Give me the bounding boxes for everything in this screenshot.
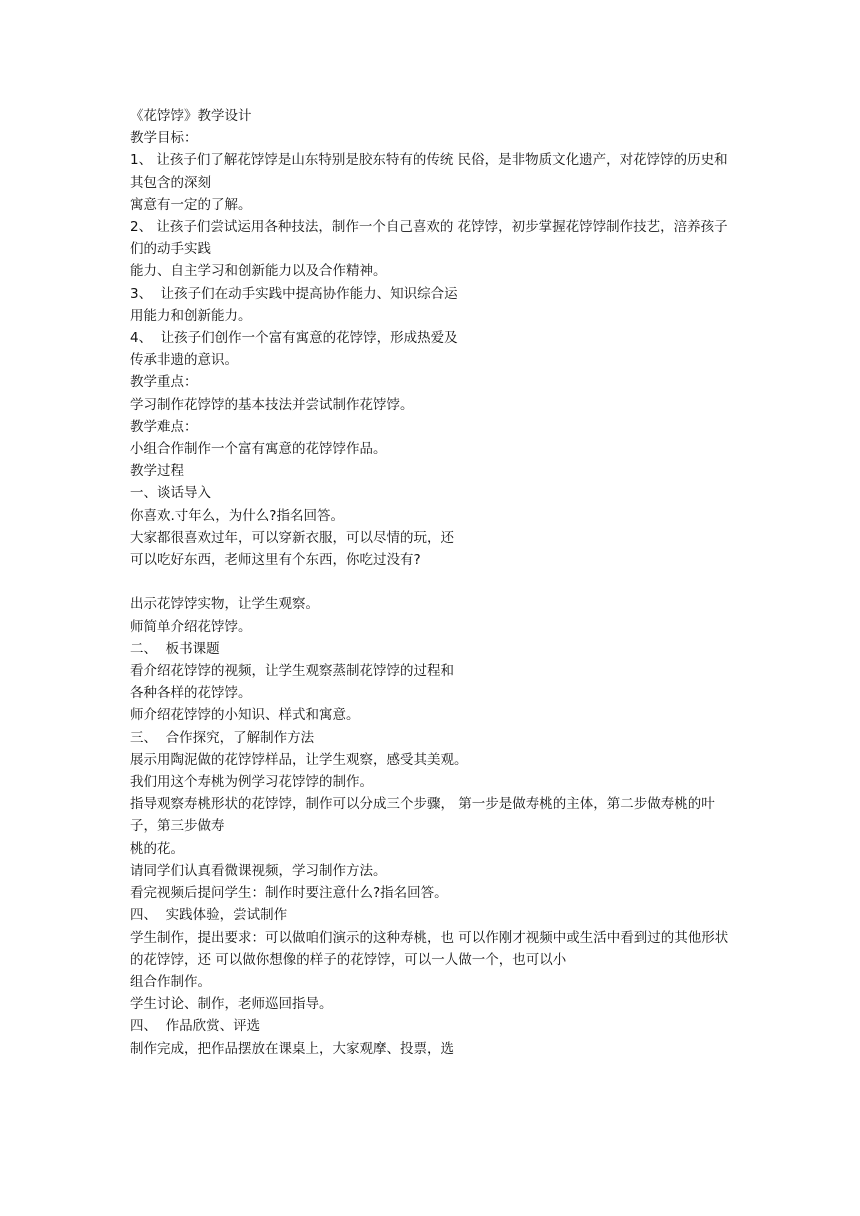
text-line: 2、 让孩子们尝试运用各种技法，制作一个自己喜欢的 花饽饽，初步掌握花饽饽制作技艺，涪养孩子们的动手实践 bbox=[130, 219, 728, 258]
text-line: 桃的花。 bbox=[130, 840, 184, 857]
text-line: 请同学们认真看微课视频，学习制作方法。 bbox=[130, 862, 387, 879]
text-line: 看完视频后提问学生：制作时要注意什么?指名回答。 bbox=[130, 885, 448, 902]
text-line: 出示花饽饽实物，让学生观察。 bbox=[130, 596, 319, 613]
text-line: 大家都很喜欢过年，可以穿新衣服，可以尽情的玩，还 bbox=[130, 529, 454, 546]
text-line: 用能力和创新能力。 bbox=[130, 307, 252, 324]
section-heading: 教学重点： bbox=[130, 374, 198, 391]
section-heading: 二、 板书课题 bbox=[130, 640, 220, 657]
text-line: 学习制作花饽饽的基本技法并尝试制作花饽饽。 bbox=[130, 396, 414, 413]
text-line: 学生讨论、制作，老师巡回指导。 bbox=[130, 996, 333, 1013]
text-line: 可以吃好东西，老师这里有个东西，你吃过没有? bbox=[130, 552, 421, 569]
text-line: 学生制作，提出要求：可以做咱们演示的这种寿桃，也 可以作刚才视频中或生活中看到过的其他形状的花饽饽，还 可以做你想像的样子的花饽饽，可以一人做一个，也可以小 bbox=[130, 929, 729, 968]
blank-line bbox=[130, 571, 740, 593]
text-line: 指导观察寿桃形状的花饽饽，制作可以分成三个步骤， 第一步是做寿桃的主体，第二步做寿桃的叶子，第三步做寿 bbox=[130, 796, 715, 835]
text-line: 你喜欢.寸年么，为什么?指名回答。 bbox=[130, 507, 344, 524]
section-heading: 一、谈话导入 bbox=[130, 485, 211, 502]
section-heading: 四、 实践体验，尝试制作 bbox=[130, 907, 288, 924]
document-body bbox=[130, 105, 740, 1060]
text-line: 4、 让孩子们创作一个富有寓意的花饽饽，形成热爱及 bbox=[130, 330, 458, 347]
section-heading: 教学过程 bbox=[130, 463, 184, 480]
text-line: 师简单介绍花饽饽。 bbox=[130, 618, 252, 635]
text-line: 3、 让孩子们在动手实践中提高协作能力、知识综合运 bbox=[130, 285, 458, 302]
text-line: 看介绍花饽饽的视频，让学生观察蒸制花饽饽的过程和 bbox=[130, 663, 454, 680]
section-heading: 教学难点： bbox=[130, 418, 198, 435]
text-line: 组合作制作。 bbox=[130, 973, 211, 990]
text-line: 制作完成，把作品摆放在课桌上，大家观摩、投票，选 bbox=[130, 1040, 454, 1057]
text-line: 教学目标： bbox=[130, 130, 198, 147]
section-heading: 三、 合作探究，了解制作方法 bbox=[130, 729, 315, 746]
section-heading: 四、 作品欣赏、评选 bbox=[130, 1018, 261, 1035]
text-line: 我们用这个寿桃为例学习花饽饽的制作。 bbox=[130, 774, 373, 791]
text-line: 展示用陶泥做的花饽饽样品，让学生观察，感受其美观。 bbox=[130, 751, 468, 768]
text-line: 1、 让孩子们了解花饽饽是山东特别是胶东特有的传统 民俗，是非物质文化遗产，对花饽饽的历史和其包含的深刻 bbox=[130, 152, 728, 191]
document-title: 《花饽饽》教学设计 bbox=[130, 108, 252, 124]
text-line: 小组合作制作一个富有寓意的花饽饽作品。 bbox=[130, 441, 387, 458]
text-line: 传承非遗的意识。 bbox=[130, 352, 238, 369]
text-line: 师介绍花饽饽的小知识、样式和寓意。 bbox=[130, 707, 360, 724]
text-line: 能力、自主学习和创新能力以及合作精神。 bbox=[130, 263, 387, 280]
text-line: 各种各样的花饽饽。 bbox=[130, 685, 252, 702]
text-line: 寓意有一定的了解。 bbox=[130, 196, 252, 213]
